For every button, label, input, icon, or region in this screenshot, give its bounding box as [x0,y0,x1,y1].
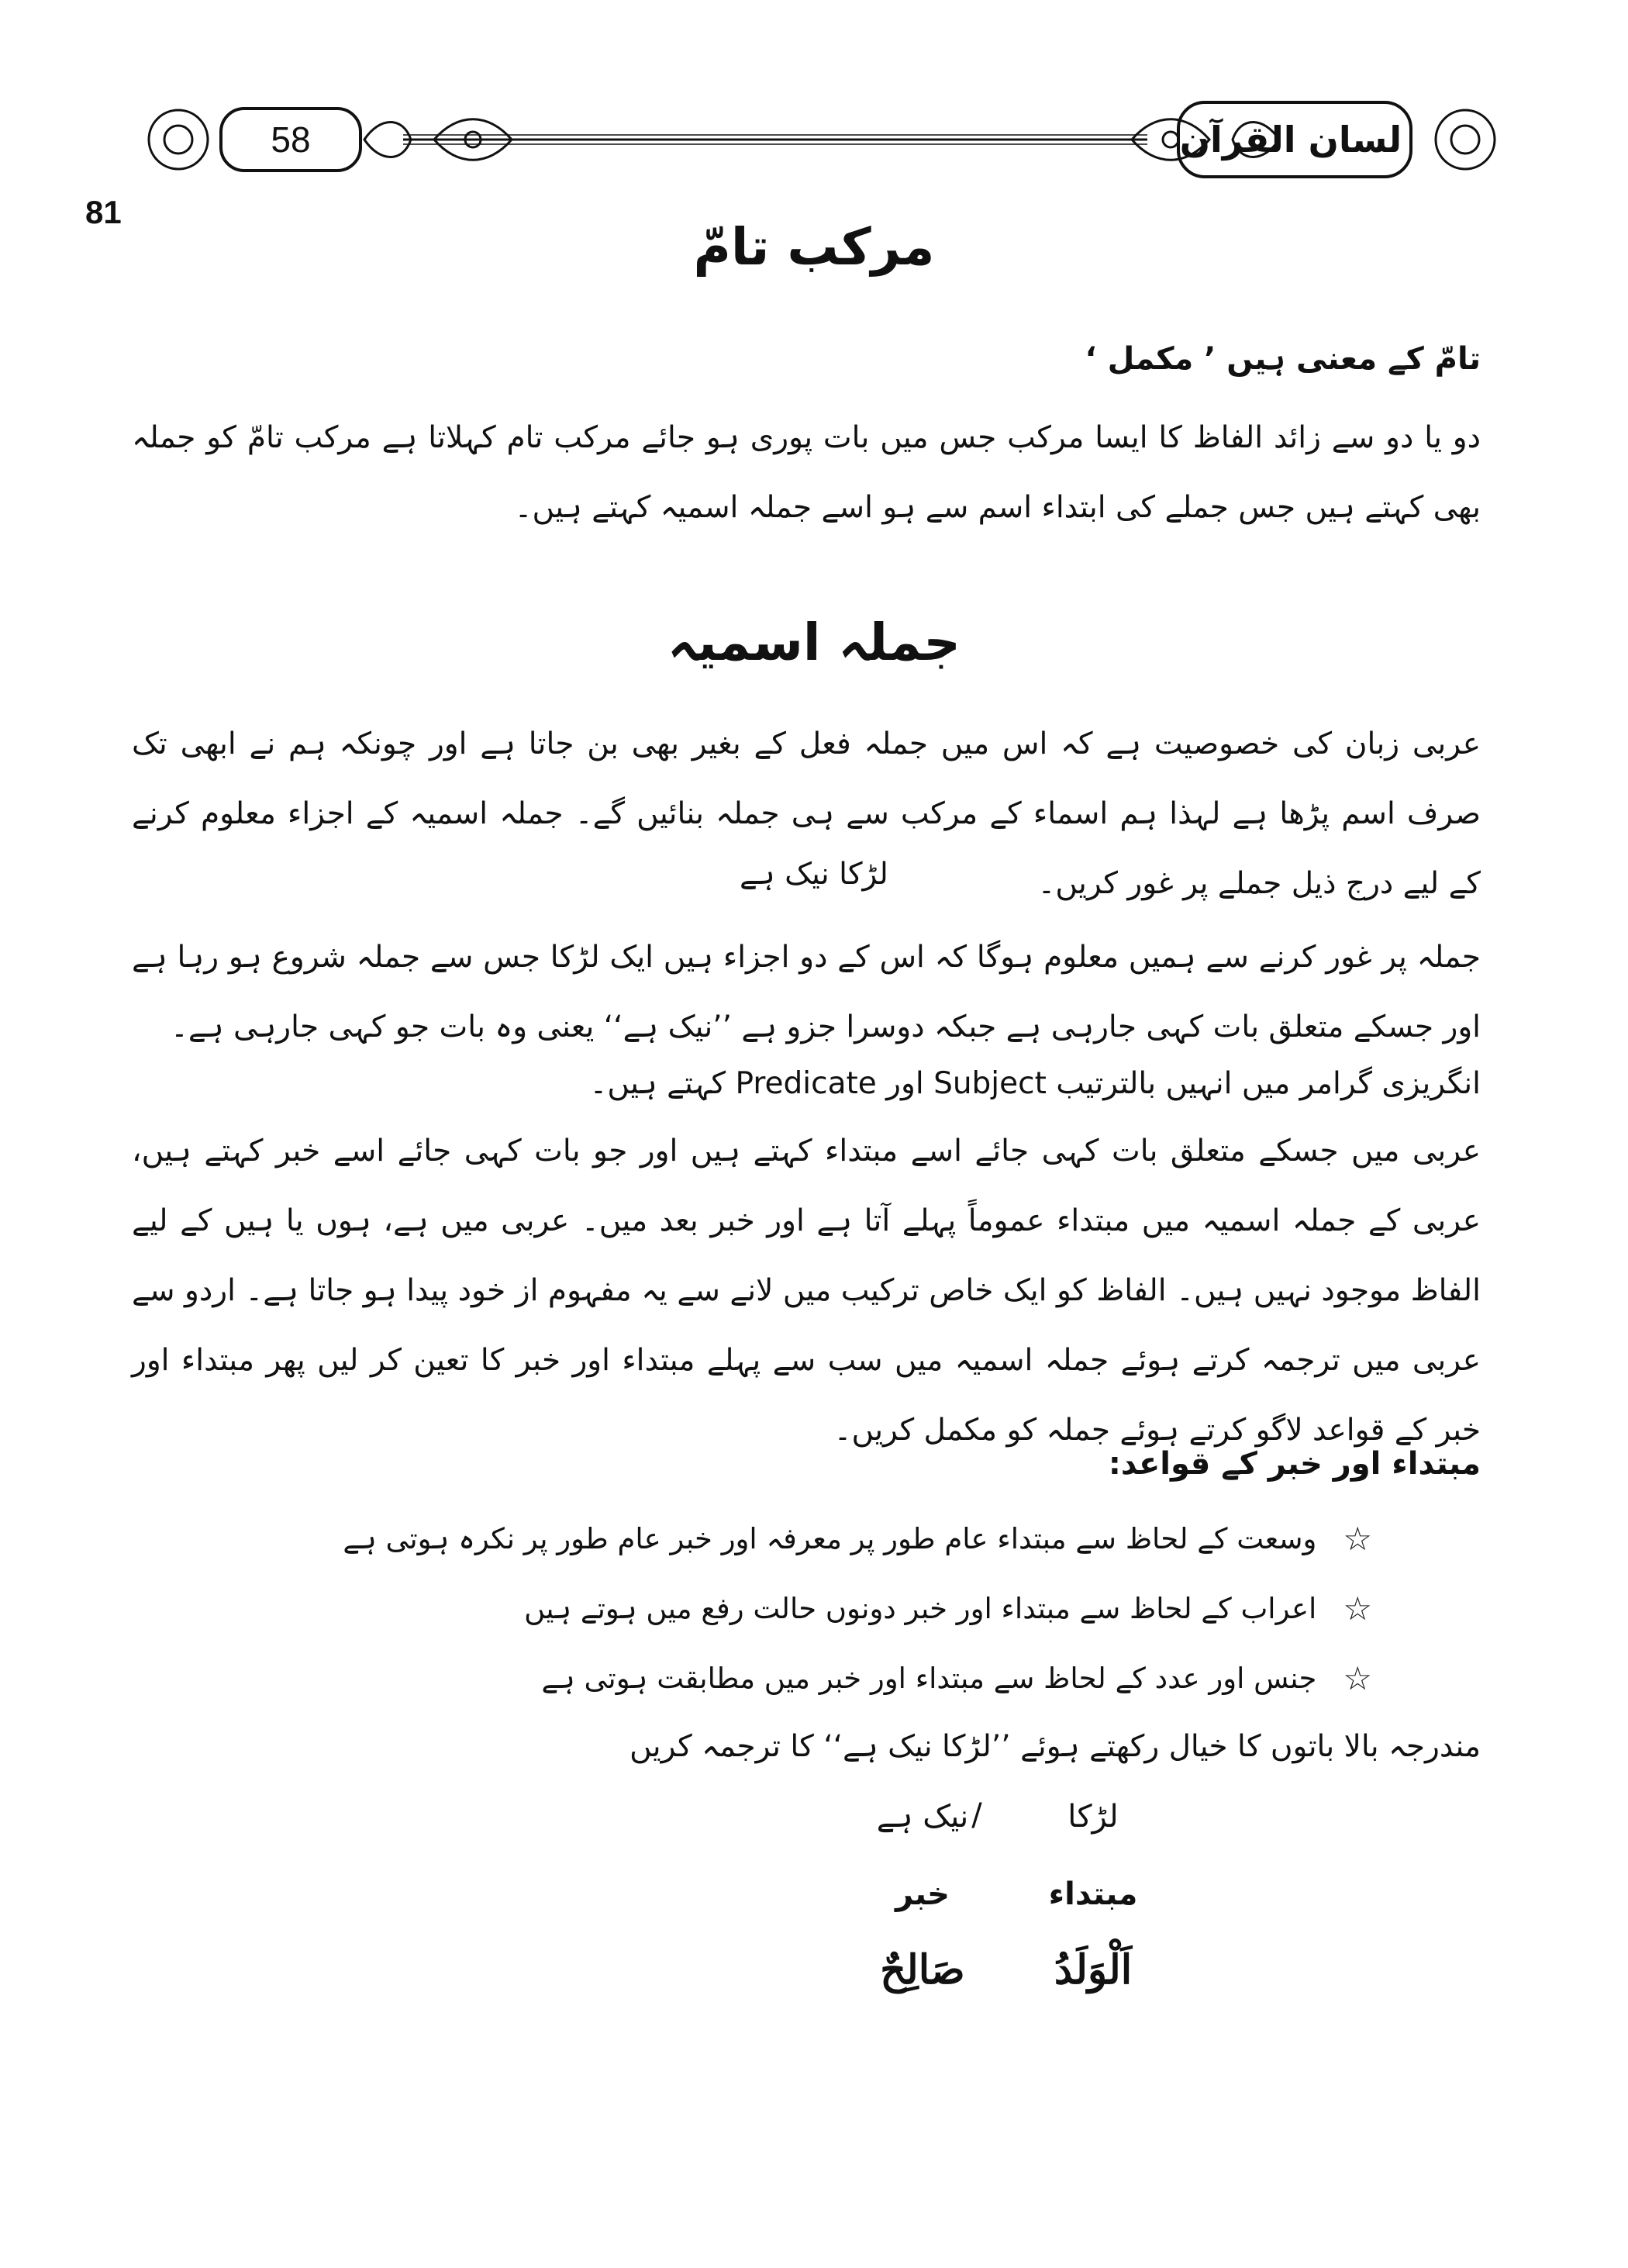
star-icon: ☆ [1343,1590,1372,1628]
section-title-murakkab-tam: مرکب تامّ [693,217,935,277]
book-title: لسان القرآن [1179,119,1402,161]
table-cell-label: مبتداء [1048,1876,1138,1912]
section-title-jumla-ismiya: جملہ اسمیہ [667,613,961,672]
table-cell-word: لڑکا [1068,1799,1119,1835]
paragraph-intro: عربی زبان کی خصوصیت ہے کہ اس میں جملہ فعل کے بغیر بھی بن جاتا ہے اور چونکہ ہم نے ابھی تک صرف اسم پڑھا ہے لہذا ہم اسماء کے مرکب سے ہی جملہ بنائیں گے۔ جملہ اسمیہ کے اجزاء معلوم کرنے کے لیے درج ذیل جملے پر غور کریں۔ [132,727,1481,901]
rule-text: وسعت کے لحاظ سے مبتداء عام طور پر معرفہ اور خبر عام طور پر نکرہ ہوتی ہے [343,1522,1317,1555]
english-grammar-line: انگریزی گرامر میں انہیں بالترتیب Subject اور Predicate کہتے ہیں۔ [589,1066,1481,1101]
table-cell-arabic: اَلْوَلَدُ [1054,1946,1133,1994]
page-number: 58 [271,119,311,160]
table-cell-word: نیک ہے [876,1799,969,1835]
rule-text: جنس اور عدد کے لحاظ سے مبتداء اور خبر میں مطابقت ہوتی ہے [541,1662,1317,1695]
instruction-line: مندرجہ بالا باتوں کا خیال رکھتے ہوئے ’’لڑکا نیک ہے‘‘ کا ترجمہ کریں [629,1729,1481,1764]
star-icon: ☆ [1343,1520,1372,1558]
example-sentence: لڑکا نیک ہے [740,857,888,892]
rule-item [209,1659,1372,1697]
paragraph-mubtada-khabar: عربی میں جسکے متعلق بات کہی جائے اسے مبتداء کہتے ہیں اور جو بات کہی جائے اسے خبر کہتے ہیں، عربی کے جملہ اسمیہ میں مبتداء عموماً پہلے آتا ہے اور خبر بعد میں۔ عربی میں ہے، ہوں یا ہیں کے لیے الفاظ موجود نہیں ہیں۔ الفاظ کو ایک خاص ترکیب میں لانے سے یہ مفہوم از خود پیدا ہو جاتا ہے۔ اردو سے عربی میں ترجمہ کرتے ہوئے جملہ اسمیہ میں سب سے پہلے مبتداء اور خبر کا تعین کر لیں پھر مبتداء اور خبر کے قواعد لاگو کرتے ہوئے جملہ کو مکمل کریں۔ [132,1134,1481,1448]
paragraph-analysis: جملہ پر غور کرنے سے ہمیں معلوم ہوگا کہ اس کے دو اجزاء ہیں ایک لڑکا جس سے جملہ شروع ہو رہا ہے اور جسکے متعلق بات کہی جارہی ہے جبکہ دوسرا جزو ہے ’’نیک ہے‘‘ یعنی وہ بات جو کہی جارہی ہے۔ [132,940,1481,1044]
rule-item [209,1520,1372,1558]
table-cell-label: خبر [895,1876,950,1912]
rule-text: اعراب کے لحاظ سے مبتداء اور خبر دونوں حالت رفع میں ہوتے ہیں [524,1592,1317,1625]
table-separator: / [971,1797,982,1833]
page-header [147,85,1496,194]
paragraph-definition: دو یا دو سے زائد الفاظ کا ایسا مرکب جس میں بات پوری ہو جائے مرکب تام کہلاتا ہے مرکب تامّ کو جملہ بھی کہتے ہیں جس جملے کی ابتداء اسم سے ہو اسے جملہ اسمیہ کہتے ہیں۔ [132,420,1481,525]
table-cell-arabic: صَالِحٌ [880,1946,965,1994]
rule-item [209,1590,1372,1628]
star-icon: ☆ [1343,1659,1372,1697]
rules-heading: مبتداء اور خبر کے قواعد: [1108,1446,1481,1482]
meaning-line: تامّ کے معنی ہیں ’ مکمل ‘ [1085,341,1481,377]
side-number: 81 [85,194,122,230]
